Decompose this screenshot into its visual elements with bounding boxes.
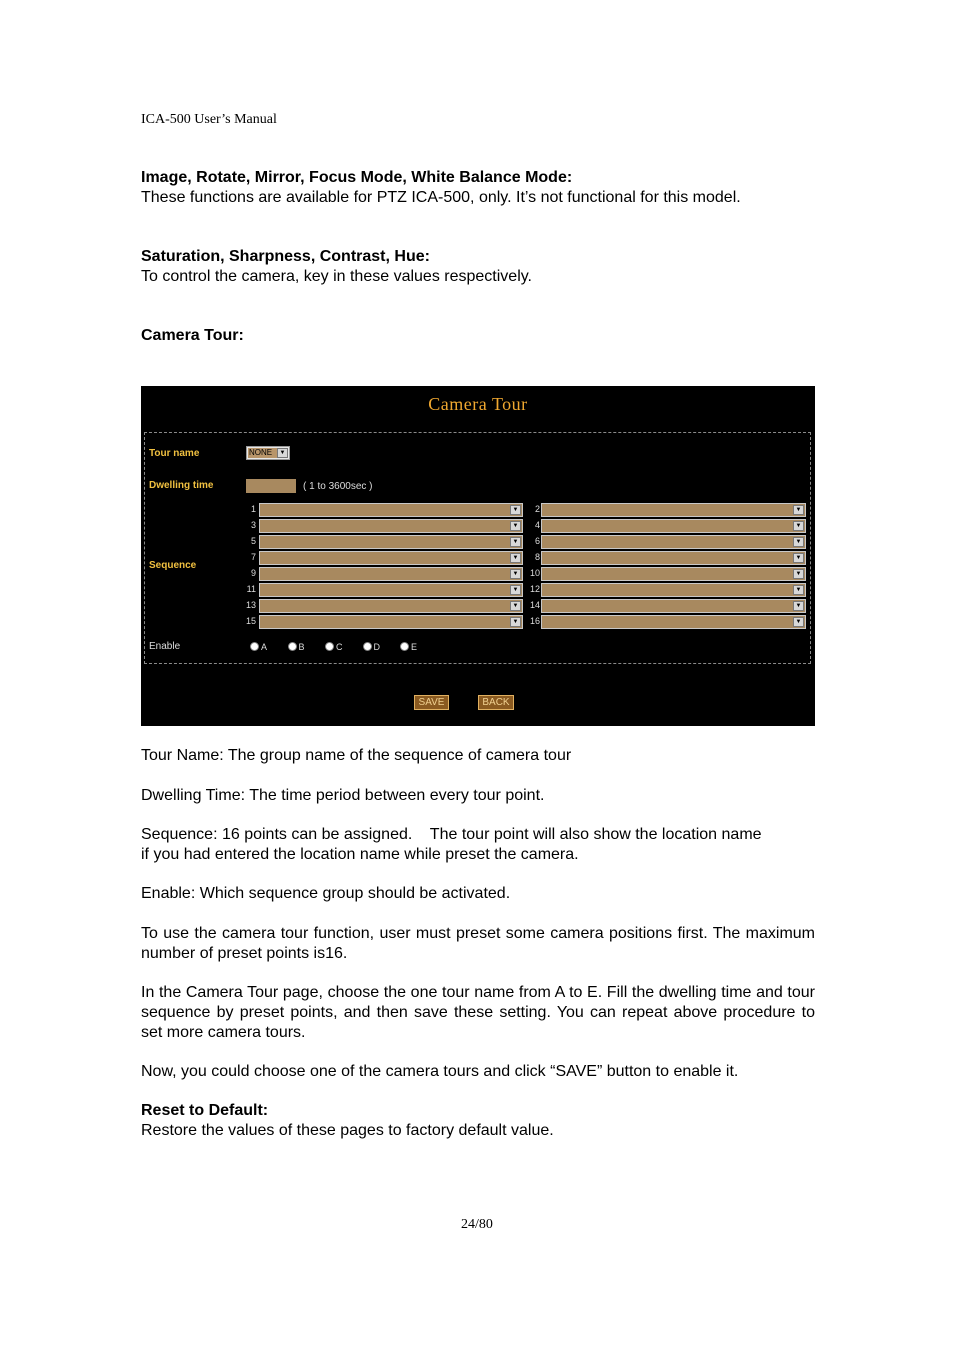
paragraph-save: Now, you could choose one of the camera tours and click “SAVE” button to enable it.	[141, 1063, 739, 1080]
sequence-number: 13	[245, 600, 256, 610]
save-button[interactable]: SAVE	[414, 695, 449, 710]
sequence-number: 14	[529, 600, 540, 610]
sequence-select[interactable]	[541, 583, 806, 597]
sequence-select[interactable]	[541, 551, 806, 565]
enable-radio-label: B	[298, 642, 305, 652]
sequence-number: 5	[250, 536, 256, 546]
sequence-select[interactable]	[259, 519, 523, 533]
sequence-number: 2	[534, 504, 540, 514]
chevron-down-icon[interactable]: ▼	[510, 521, 521, 531]
paragraph-preset: To use the camera tour function, user must preset some camera positions first. The maximum number of preset points is16.	[141, 925, 815, 962]
chevron-down-icon[interactable]: ▼	[510, 553, 521, 563]
chevron-down-icon[interactable]: ▼	[277, 448, 288, 458]
sequence-number: 9	[250, 568, 256, 578]
chevron-down-icon[interactable]: ▼	[793, 585, 804, 595]
sequence-number: 11	[246, 584, 256, 594]
sequence-number: 10	[529, 568, 540, 578]
sequence-select[interactable]	[259, 551, 523, 565]
tour-name-label: Tour name	[149, 448, 200, 459]
chevron-down-icon[interactable]: ▼	[793, 601, 804, 611]
chevron-down-icon[interactable]: ▼	[510, 617, 521, 627]
sequence-select[interactable]	[259, 583, 523, 597]
sequence-select[interactable]	[541, 535, 806, 549]
tour-name-select[interactable]	[246, 446, 290, 460]
sequence-label: Sequence	[149, 560, 197, 571]
sequence-select[interactable]	[541, 567, 806, 581]
sequence-select[interactable]	[259, 503, 523, 517]
sequence-select[interactable]	[259, 567, 523, 581]
enable-radio-label: D	[373, 642, 380, 652]
page-number: 24/80	[461, 1217, 493, 1232]
sequence-select[interactable]	[541, 599, 806, 613]
sequence-select[interactable]	[541, 519, 806, 533]
saturation-section-heading: Saturation, Sharpness, Contrast, Hue:	[141, 248, 430, 265]
enable-radio[interactable]	[400, 642, 409, 651]
sequence-number: 1	[250, 504, 256, 514]
chevron-down-icon[interactable]: ▼	[793, 537, 804, 547]
dwelling-time-label: Dwelling time	[149, 480, 214, 491]
reset-heading: Reset to Default:	[141, 1102, 269, 1119]
enable-radio[interactable]	[288, 642, 297, 651]
sequence-number: 15	[245, 616, 256, 626]
sequence-select[interactable]	[259, 599, 523, 613]
panel-title: Camera Tour	[428, 394, 528, 414]
chevron-down-icon[interactable]: ▼	[793, 521, 804, 531]
sequence-number: 12	[529, 584, 540, 594]
enable-description: Enable: Which sequence group should be activated.	[141, 885, 511, 902]
dwelling-time-hint: ( 1 to 3600sec )	[303, 481, 373, 492]
sequence-description-line2: if you had entered the location name while preset the camera.	[141, 846, 579, 863]
sequence-select[interactable]	[541, 615, 806, 629]
paragraph-procedure: In the Camera Tour page, choose the one tour name from A to E. Fill the dwelling time and tour sequence by preset points, and then save these setting. You can repeat above procedure to set more camera tours.	[141, 984, 815, 1041]
sequence-select[interactable]	[259, 535, 523, 549]
image-section-text: These functions are available for PTZ ICA-500, only. It’s not functional for this model.	[141, 189, 741, 206]
chevron-down-icon[interactable]: ▼	[510, 585, 521, 595]
chevron-down-icon[interactable]: ▼	[793, 553, 804, 563]
sequence-number: 16	[529, 616, 540, 626]
enable-radio-label: E	[411, 642, 418, 652]
chevron-down-icon[interactable]: ▼	[793, 569, 804, 579]
chevron-down-icon[interactable]: ▼	[793, 505, 804, 515]
enable-radio[interactable]	[325, 642, 334, 651]
sequence-description-line1: Sequence: 16 points can be assigned. The tour point will also show the location name	[141, 826, 762, 843]
sequence-select[interactable]	[541, 503, 806, 517]
chevron-down-icon[interactable]: ▼	[510, 569, 521, 579]
back-button[interactable]: BACK	[478, 695, 514, 710]
chevron-down-icon[interactable]: ▼	[510, 537, 521, 547]
sequence-number: 4	[534, 520, 540, 530]
reset-text: Restore the values of these pages to factory default value.	[141, 1122, 554, 1139]
sequence-number: 8	[534, 552, 540, 562]
dwelling-time-input[interactable]	[246, 479, 296, 493]
image-section-heading: Image, Rotate, Mirror, Focus Mode, White Balance Mode:	[141, 169, 573, 186]
chevron-down-icon[interactable]: ▼	[510, 601, 521, 611]
camera-tour-panel	[141, 386, 815, 726]
enable-radio[interactable]	[363, 642, 372, 651]
chevron-down-icon[interactable]: ▼	[793, 617, 804, 627]
sequence-number: 7	[250, 552, 256, 562]
enable-radio-label: A	[261, 642, 268, 652]
enable-label: Enable	[149, 641, 181, 652]
camera-tour-heading: Camera Tour:	[141, 327, 244, 344]
enable-radio-label: C	[336, 642, 343, 652]
document-header: ICA-500 User’s Manual	[141, 112, 277, 127]
tour-name-value: NONE	[248, 448, 277, 458]
sequence-number: 3	[250, 520, 256, 530]
sequence-select[interactable]	[259, 615, 523, 629]
chevron-down-icon[interactable]: ▼	[510, 505, 521, 515]
enable-radio[interactable]	[250, 642, 259, 651]
tour-name-description: Tour Name: The group name of the sequence of camera tour	[141, 747, 572, 764]
sequence-number: 6	[534, 536, 540, 546]
dwelling-time-description: Dwelling Time: The time period between every tour point.	[141, 787, 545, 804]
saturation-section-text: To control the camera, key in these values respectively.	[141, 268, 532, 285]
